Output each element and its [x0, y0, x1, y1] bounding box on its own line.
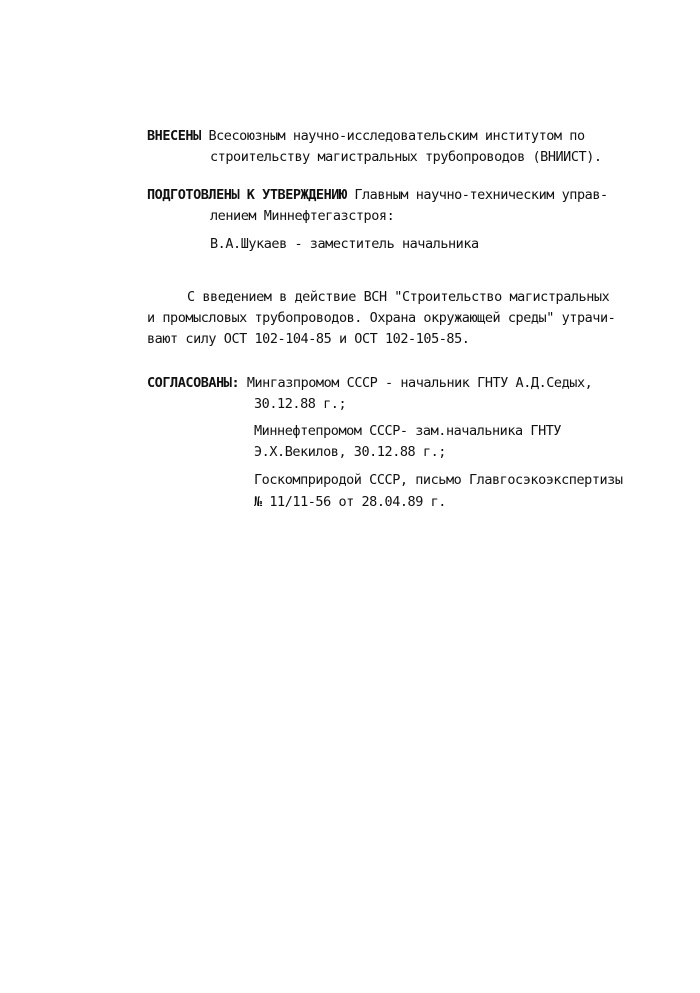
- vneseny-text-1: Всесоюзным научно-исследовательским институтом по: [208, 128, 585, 144]
- soglasovany-entry2-line2: Э.Х.Векилов, 30.12.88 г.;: [254, 444, 446, 460]
- vneseny-label: ВНЕСЕНЫ: [147, 128, 201, 144]
- vneseny-line-1: [147, 128, 585, 144]
- soglasovany-line-1: [147, 375, 592, 391]
- podgotovleny-label: ПОДГОТОВЛЕНЫ К УТВЕРЖДЕНИЮ: [147, 187, 347, 203]
- notice-line-3: вают силу ОСТ 102-104-85 и ОСТ 102-105-85.: [147, 331, 470, 347]
- soglasovany-entry2-line1: Миннефтепромом СССР- зам.начальника ГНТУ: [254, 423, 562, 439]
- podgotovleny-line-1: [147, 187, 608, 203]
- notice-line-2: и промысловых трубопроводов. Охрана окружающей среды" утрачи-: [147, 310, 616, 326]
- soglasovany-entry3-line1: Госкомприродой СССР, письмо Главгосэкоэкспертизы: [254, 472, 623, 488]
- podgotovleny-text-1: Главным научно-техническим управ-: [354, 187, 608, 203]
- soglasovany-entry1-line1: Мингазпромом СССР - начальник ГНТУ А.Д.Седых,: [246, 375, 593, 391]
- vneseny-text-2: строительству магистральных трубопроводов (ВНИИСТ).: [210, 149, 602, 165]
- notice-line-1: С введением в действие ВСН "Строительство магистральных: [187, 289, 610, 305]
- soglasovany-entry3-line2: № 11/11-56 от 28.04.89 г.: [254, 494, 446, 510]
- podgotovleny-text-2: лением Миннефтегазстроя:: [210, 208, 395, 224]
- soglasovany-entry1-line2: 30.12.88 г.;: [254, 396, 347, 412]
- soglasovany-label: СОГЛАСОВАНЫ:: [147, 375, 240, 391]
- podgotovleny-person: В.А.Шукаев - заместитель начальника: [210, 236, 479, 252]
